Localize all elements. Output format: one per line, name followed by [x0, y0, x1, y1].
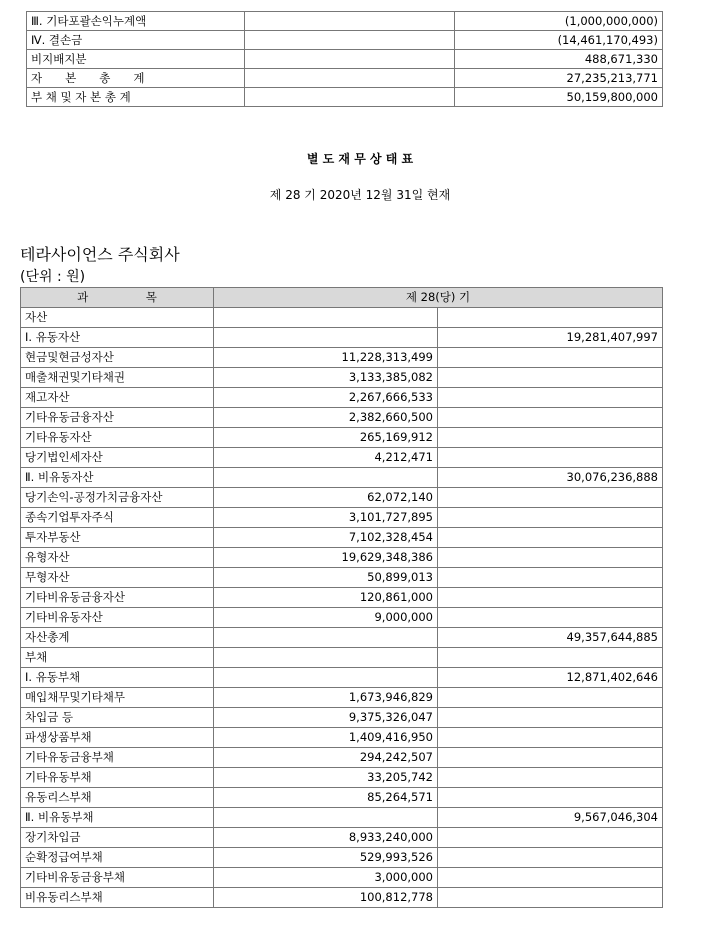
table-row — [21, 828, 663, 848]
table-row — [27, 69, 663, 88]
amount-cell: 49,357,644,885 — [438, 628, 663, 648]
amount-cell — [214, 328, 438, 348]
amount-cell — [438, 508, 663, 528]
table-row — [21, 368, 663, 388]
account-label-cell: Ⅲ. 기타포괄손익누계액 — [27, 12, 245, 31]
table-row — [21, 448, 663, 468]
table-row — [27, 31, 663, 50]
amount-cell: 85,264,571 — [214, 788, 438, 808]
table-row — [21, 688, 663, 708]
amount-cell: 120,861,000 — [214, 588, 438, 608]
amount-cell — [245, 69, 455, 88]
amount-cell — [438, 788, 663, 808]
amount-cell — [214, 808, 438, 828]
amount-cell — [438, 388, 663, 408]
account-label-cell: 파생상품부채 — [21, 728, 214, 748]
account-label-cell: 현금및현금성자산 — [21, 348, 214, 368]
balance-sheet-table — [20, 287, 663, 908]
amount-cell — [245, 12, 455, 31]
table-row — [21, 648, 663, 668]
account-label-cell: 기타유동금융부채 — [21, 748, 214, 768]
amount-cell — [438, 748, 663, 768]
table-row — [21, 728, 663, 748]
amount-cell: (1,000,000,000) — [455, 12, 663, 31]
amount-cell: 4,212,471 — [214, 448, 438, 468]
table-row — [21, 768, 663, 788]
table-row — [21, 508, 663, 528]
table-row — [21, 308, 663, 328]
amount-cell — [438, 448, 663, 468]
amount-cell — [438, 848, 663, 868]
amount-cell — [438, 548, 663, 568]
account-label-cell: 재고자산 — [21, 388, 214, 408]
table-row — [27, 88, 663, 107]
amount-cell — [438, 708, 663, 728]
equity-summary-table — [26, 11, 663, 107]
amount-cell: 9,000,000 — [214, 608, 438, 628]
account-label-cell: 기타비유동금융부채 — [21, 868, 214, 888]
amount-cell — [214, 628, 438, 648]
balance-sheet-body — [21, 308, 663, 908]
balance-sheet-header — [21, 288, 663, 308]
account-label-cell: 기타비유동자산 — [21, 608, 214, 628]
account-label-cell: 순확정급여부채 — [21, 848, 214, 868]
table-row — [21, 588, 663, 608]
amount-cell — [438, 688, 663, 708]
amount-cell: 1,409,416,950 — [214, 728, 438, 748]
table-row — [21, 428, 663, 448]
account-label-cell: 부채 — [21, 648, 214, 668]
table-row — [21, 788, 663, 808]
amount-cell — [245, 50, 455, 69]
amount-cell: 265,169,912 — [214, 428, 438, 448]
account-label-cell: 종속기업투자주식 — [21, 508, 214, 528]
table-row — [27, 12, 663, 31]
table-row — [21, 808, 663, 828]
table-row — [21, 328, 663, 348]
account-label-cell: 기타유동자산 — [21, 428, 214, 448]
account-label-cell: 부 채 및 자 본 총 계 — [27, 88, 245, 107]
account-label-cell: 당기손익-공정가치금융자산 — [21, 488, 214, 508]
amount-cell: 488,671,330 — [455, 50, 663, 69]
amount-cell — [245, 88, 455, 107]
table-row — [21, 668, 663, 688]
table-row — [21, 888, 663, 908]
table-row — [21, 568, 663, 588]
account-label-cell: 투자부동산 — [21, 528, 214, 548]
amount-cell — [438, 368, 663, 388]
amount-cell — [214, 468, 438, 488]
header-row — [21, 288, 663, 308]
company-name: 테라사이언스 주식회사 — [20, 245, 180, 264]
account-label-cell: 당기법인세자산 — [21, 448, 214, 468]
account-label-cell: 매입채무및기타채무 — [21, 688, 214, 708]
amount-cell: 33,205,742 — [214, 768, 438, 788]
amount-cell — [438, 588, 663, 608]
account-label-cell: Ⅱ. 비유동부채 — [21, 808, 214, 828]
amount-cell: 50,899,013 — [214, 568, 438, 588]
document-date: 제 28 기 2020년 12월 31일 현재 — [269, 188, 451, 202]
amount-cell: 9,375,326,047 — [214, 708, 438, 728]
account-label-cell: 유형자산 — [21, 548, 214, 568]
table-row — [27, 50, 663, 69]
amount-cell: 7,102,328,454 — [214, 528, 438, 548]
amount-cell — [438, 888, 663, 908]
amount-cell — [214, 668, 438, 688]
table-row — [21, 528, 663, 548]
amount-cell: 2,382,660,500 — [214, 408, 438, 428]
amount-cell: 19,629,348,386 — [214, 548, 438, 568]
amount-cell — [438, 648, 663, 668]
table-row — [21, 388, 663, 408]
account-label-cell: 자산총계 — [21, 628, 214, 648]
amount-cell — [438, 828, 663, 848]
account-header: 과 목 — [21, 288, 214, 308]
amount-cell — [438, 728, 663, 748]
table-row — [21, 708, 663, 728]
account-label-cell: 비지배지분 — [27, 50, 245, 69]
account-label-cell: 유동리스부채 — [21, 788, 214, 808]
account-label-cell: 기타유동부채 — [21, 768, 214, 788]
amount-cell: (14,461,170,493) — [455, 31, 663, 50]
amount-cell — [214, 308, 438, 328]
table-row — [21, 488, 663, 508]
amount-cell: 2,267,666,533 — [214, 388, 438, 408]
amount-cell — [438, 868, 663, 888]
table-row — [21, 468, 663, 488]
account-label-cell: 차입금 등 — [21, 708, 214, 728]
account-label-cell: 무형자산 — [21, 568, 214, 588]
account-label-cell: 매출채권및기타채권 — [21, 368, 214, 388]
account-label-cell: 기타유동금융자산 — [21, 408, 214, 428]
unit-label: (단위 : 원) — [20, 269, 86, 285]
account-label-cell: 자 본 총 계 — [27, 69, 245, 88]
amount-cell — [438, 488, 663, 508]
period-header: 제 28(당) 기 — [214, 288, 663, 308]
amount-cell — [438, 348, 663, 368]
table-row — [21, 408, 663, 428]
amount-cell: 8,933,240,000 — [214, 828, 438, 848]
amount-cell — [438, 408, 663, 428]
table-row — [21, 608, 663, 628]
account-label-cell: 기타비유동금융자산 — [21, 588, 214, 608]
equity-summary-body — [27, 12, 663, 107]
amount-cell: 30,076,236,888 — [438, 468, 663, 488]
amount-cell — [438, 568, 663, 588]
amount-cell — [438, 608, 663, 628]
account-label-cell: Ⅳ. 결손금 — [27, 31, 245, 50]
amount-cell: 294,242,507 — [214, 748, 438, 768]
table-row — [21, 748, 663, 768]
amount-cell: 3,000,000 — [214, 868, 438, 888]
amount-cell: 1,673,946,829 — [214, 688, 438, 708]
table-row — [21, 848, 663, 868]
amount-cell: 11,228,313,499 — [214, 348, 438, 368]
amount-cell — [438, 768, 663, 788]
table-row — [21, 348, 663, 368]
amount-cell: 12,871,402,646 — [438, 668, 663, 688]
amount-cell: 529,993,526 — [214, 848, 438, 868]
amount-cell — [438, 308, 663, 328]
account-label-cell: Ⅰ. 유동부채 — [21, 668, 214, 688]
account-label-cell: Ⅱ. 비유동자산 — [21, 468, 214, 488]
account-label-cell: 자산 — [21, 308, 214, 328]
account-label-cell: 비유동리스부채 — [21, 888, 214, 908]
amount-cell — [438, 428, 663, 448]
table-row — [21, 628, 663, 648]
amount-cell: 9,567,046,304 — [438, 808, 663, 828]
amount-cell — [438, 528, 663, 548]
table-row — [21, 548, 663, 568]
amount-cell: 3,101,727,895 — [214, 508, 438, 528]
amount-cell: 62,072,140 — [214, 488, 438, 508]
amount-cell: 100,812,778 — [214, 888, 438, 908]
table-row — [21, 868, 663, 888]
amount-cell — [214, 648, 438, 668]
document-title: 별 도 재 무 상 태 표 — [306, 152, 414, 166]
amount-cell: 27,235,213,771 — [455, 69, 663, 88]
account-label-cell: Ⅰ. 유동자산 — [21, 328, 214, 348]
account-label-cell: 장기차입금 — [21, 828, 214, 848]
amount-cell — [245, 31, 455, 50]
amount-cell: 50,159,800,000 — [455, 88, 663, 107]
amount-cell: 19,281,407,997 — [438, 328, 663, 348]
amount-cell: 3,133,385,082 — [214, 368, 438, 388]
